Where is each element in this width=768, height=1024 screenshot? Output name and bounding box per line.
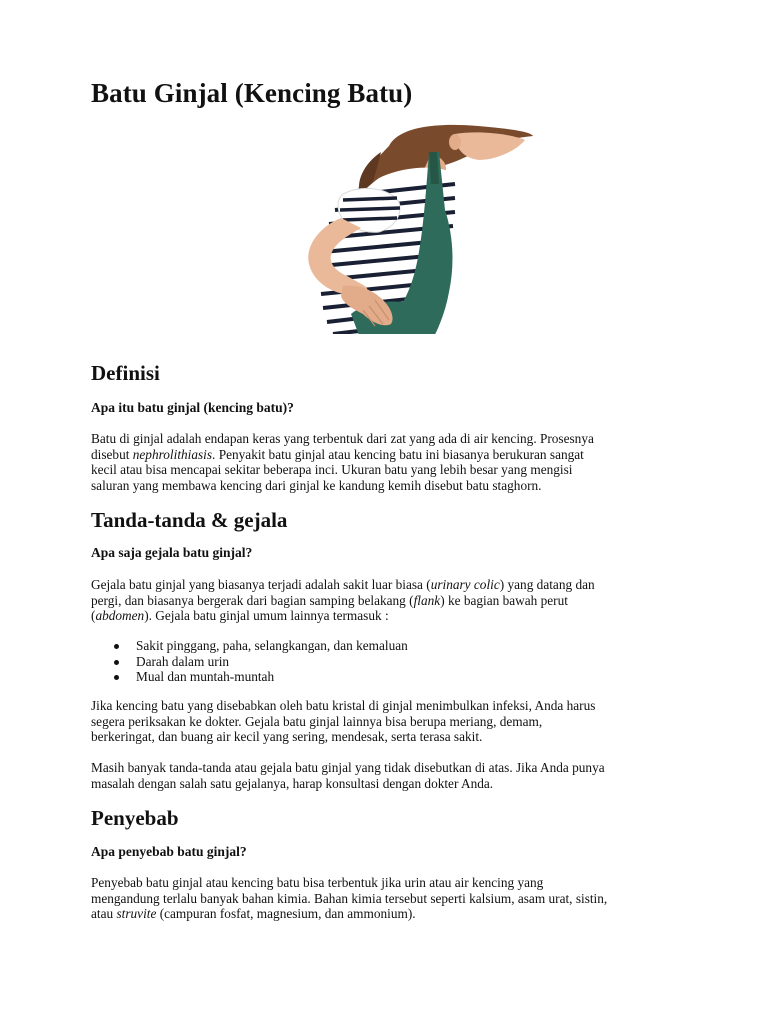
paragraph-definisi — [91, 431, 691, 493]
text-line: Batu di ginjal adalah endapan keras yang terbentuk dari zat yang ada di air kencing. Prosesnya — [91, 431, 594, 446]
italic-term: struvite — [116, 906, 157, 921]
text-line: atau struvite (campuran fosfat, magnesium, dan ammonium). — [91, 906, 416, 921]
italic-term: urinary colic — [430, 577, 500, 592]
paragraph-penyebab — [91, 875, 691, 922]
paragraph-gejala-2 — [91, 698, 691, 745]
text-line: Masih banyak tanda-tanda atau gejala batu ginjal yang tidak disebutkan di atas. Jika Anda punya — [91, 760, 605, 775]
page-title: Batu Ginjal (Kencing Batu) — [91, 78, 413, 108]
question-definisi: Apa itu batu ginjal (kencing batu)? — [91, 400, 294, 415]
text-line: Gejala batu ginjal yang biasanya terjadi adalah sakit luar biasa (urinary colic) yang datang dan — [91, 577, 595, 592]
italic-term: abdomen — [95, 608, 145, 623]
list-item: Darah dalam urin — [91, 654, 408, 670]
bullet-icon — [114, 675, 119, 680]
heading-gejala: Tanda-tanda & gejala — [91, 508, 288, 532]
text-line: (abdomen). Gejala batu ginjal umum lainnya termasuk : — [91, 608, 389, 623]
text-line: berkeringat, dan buang air kecil yang sering, mendesak, serta terasa sakit. — [91, 729, 483, 744]
question-gejala: Apa saja gejala batu ginjal? — [91, 545, 253, 560]
list-item: Sakit pinggang, paha, selangkangan, dan kemaluan — [91, 638, 408, 654]
symptom-list — [91, 638, 408, 685]
text-line: Penyebab batu ginjal atau kencing batu bisa terbentuk jika urin atau air kencing yang — [91, 875, 544, 890]
text-line: pergi, dan biasanya bergerak dari bagian samping belakang (flank) ke bagian bawah perut — [91, 592, 568, 608]
paragraph-gejala-3 — [91, 760, 691, 791]
italic-term: nephrolithiasis — [132, 446, 213, 462]
text-line: mengandung terlalu banyak bahan kimia. Bahan kimia tersebut seperti kalsium, asam urat, sistin, — [91, 890, 608, 906]
text-line: Jika kencing batu yang disebabkan oleh batu kristal di ginjal menimbulkan infeksi, Anda harus — [91, 698, 596, 713]
heading-definisi: Definisi — [91, 361, 160, 385]
text-line: disebut nephrolithiasis. Penyakit batu ginjal atau kencing batu ini biasanya berukuran sangat — [91, 446, 584, 462]
heading-penyebab: Penyebab — [91, 806, 179, 830]
italic-term: flank — [413, 592, 441, 608]
question-penyebab: Apa penyebab batu ginjal? — [91, 844, 247, 859]
text-line: kecil atau bisa mencapai sekitar beberapa inci. Ukuran batu yang lebih besar yang mengisi — [91, 462, 573, 477]
list-item: Mual dan muntah-muntah — [91, 669, 408, 685]
text-line: saluran yang membawa kencing dari ginjal ke kandung kemih disebut batu staghorn. — [91, 477, 542, 493]
paragraph-gejala-1 — [91, 577, 691, 624]
text-line: masalah dengan salah satu gejalanya, harap konsultasi dengan dokter Anda. — [91, 775, 494, 791]
text-line: segera periksakan ke dokter. Gejala batu ginjal lainnya bisa berupa meriang, demam, — [91, 713, 543, 729]
woman-back-pain-photo — [193, 124, 573, 346]
bullet-icon — [114, 660, 119, 665]
bullet-icon — [114, 644, 119, 649]
